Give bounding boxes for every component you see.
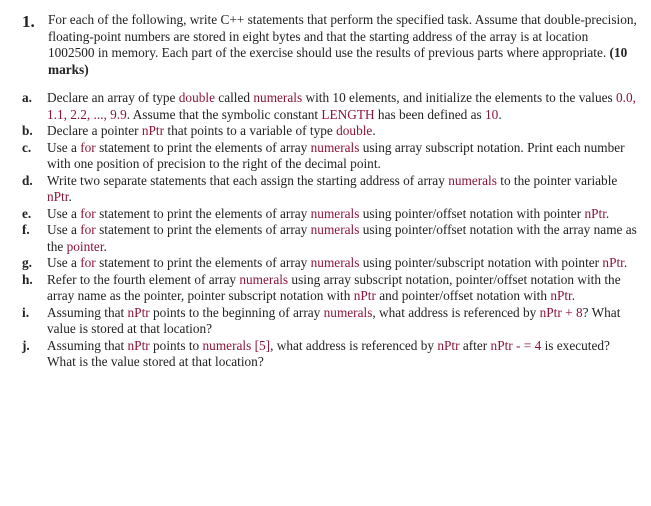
- question-part: [22, 123, 637, 140]
- part-text: [47, 305, 637, 338]
- part-text-segment: using pointer/offset notation with pointer: [359, 205, 585, 221]
- part-label: i.: [22, 304, 30, 320]
- part-text: [47, 255, 637, 272]
- question-part: [22, 255, 637, 272]
- part-text-segment: statement to print the elements of array: [95, 205, 311, 221]
- code-term: nPtr - = 4: [490, 337, 542, 353]
- part-text-segment: Use a: [47, 205, 81, 221]
- code-term: for: [80, 205, 96, 221]
- code-term: for: [80, 222, 96, 237]
- part-text: [47, 222, 637, 255]
- part-text-segment: Use a: [47, 139, 81, 155]
- code-term: double: [336, 123, 373, 138]
- code-term: for: [80, 255, 96, 270]
- question-part: [22, 173, 637, 206]
- part-text: [47, 173, 637, 206]
- part-text-segment: .: [605, 205, 610, 221]
- part-text-segment: Write two separate statements that each assign the starting address of array: [47, 172, 449, 188]
- part-text-segment: Declare an array of type: [47, 90, 179, 105]
- part-text-segment: , what address is referenced by: [372, 304, 540, 320]
- question-number: 1.: [22, 12, 35, 31]
- part-text-segment: , what address is referenced by: [270, 337, 438, 353]
- part-text-segment: points to the beginning of array: [149, 304, 324, 320]
- code-term: numerals: [310, 205, 360, 221]
- part-text-segment: statement to print the elements of array: [95, 139, 311, 155]
- code-term: numerals: [310, 255, 360, 270]
- part-label: e.: [22, 205, 32, 221]
- code-term: for: [80, 139, 96, 155]
- question-part: [22, 305, 637, 338]
- question-part: [22, 338, 637, 371]
- part-text-segment: points to: [149, 337, 203, 353]
- code-term: pointer: [66, 238, 104, 254]
- part-label: a.: [22, 90, 32, 105]
- part-text-segment: with 10 elements, and initialize the elements to the values: [302, 90, 617, 105]
- part-text-segment: . Assume that the symbolic constant: [126, 106, 322, 122]
- part-label: j.: [22, 337, 30, 353]
- part-text-segment: .: [68, 189, 72, 204]
- question-marks: (10 marks): [48, 45, 628, 77]
- part-text-segment: .: [498, 106, 502, 122]
- question-part: [22, 90, 637, 123]
- question-intro: [48, 12, 637, 78]
- code-term: nPtr: [127, 337, 150, 353]
- part-text-segment: statement to print the elements of array: [95, 255, 311, 270]
- part-label: g.: [22, 255, 32, 270]
- part-text-segment: Use a: [47, 255, 81, 270]
- question-intro-text: For each of the following, write C++ statements that perform the specified task. Assume that double-precision, floating-point numbers are stored in eight bytes and that the starting address of the array is at location 1002500 in memory. Each part of the exercise should use the results of previous parts where appropriate.: [48, 12, 637, 60]
- code-term: nPtr + 8: [539, 304, 583, 320]
- part-text-segment: has been defined as: [374, 106, 486, 122]
- code-term: nPtr: [47, 189, 69, 204]
- part-text-segment: .: [103, 238, 107, 254]
- part-label: b.: [22, 123, 33, 138]
- part-text-segment: Use a: [47, 222, 81, 237]
- code-term: nPtr: [353, 288, 376, 303]
- part-text-segment: and pointer/offset notation with: [375, 288, 551, 303]
- part-label: h.: [22, 271, 33, 287]
- part-text-segment: called: [214, 90, 254, 105]
- part-label: f.: [22, 222, 30, 237]
- code-term: numerals: [310, 222, 360, 237]
- part-text-segment: is executed? What is the value stored at that location?: [47, 337, 610, 369]
- part-text-segment: Assuming that: [47, 337, 128, 353]
- code-term: nPtr: [550, 288, 572, 303]
- code-term: nPtr: [141, 123, 165, 138]
- part-text-segment: .: [372, 123, 376, 138]
- part-text-segment: to the pointer variable: [496, 172, 618, 188]
- part-text-segment: ? What value is stored at that location?: [47, 304, 621, 336]
- question-part: [22, 140, 637, 173]
- code-term: numerals: [448, 172, 497, 188]
- part-text: [47, 206, 637, 223]
- part-text-segment: Declare a pointer: [47, 123, 142, 138]
- part-label: c.: [22, 139, 32, 155]
- part-text-segment: after: [459, 337, 491, 353]
- question-part: [22, 272, 637, 305]
- part-text-segment: .: [623, 255, 628, 270]
- code-term: numerals: [239, 271, 289, 287]
- part-text-segment: Refer to the fourth element of array: [47, 271, 240, 287]
- part-text-segment: that points to a variable of type: [164, 123, 337, 138]
- code-term: nPtr: [437, 337, 460, 353]
- part-text-segment: using array subscript notation. Print each number with one position of precision to the right of the decimal point.: [47, 139, 625, 171]
- part-label: d.: [22, 172, 33, 188]
- code-term: nPtr: [127, 304, 150, 320]
- part-text: [47, 272, 637, 305]
- part-text-segment: using array subscript notation, pointer/offset notation with the array name as the pointer, pointer subscript notation with: [47, 271, 621, 303]
- code-term: 0.0, 1.1, 2.2, ..., 9.9: [47, 90, 636, 122]
- part-text-segment: using pointer/offset notation with the array name as the: [47, 222, 637, 254]
- code-term: numerals: [310, 139, 360, 155]
- code-term: 10: [485, 106, 499, 122]
- code-term: LENGTH: [321, 106, 375, 122]
- code-term: numerals [5]: [202, 337, 271, 353]
- part-text-segment: using pointer/subscript notation with pointer: [359, 255, 603, 270]
- question-parts-list: [22, 90, 637, 371]
- part-text: [47, 338, 637, 371]
- code-term: numerals: [253, 90, 303, 105]
- part-text-segment: Assuming that: [47, 304, 128, 320]
- part-text: [47, 90, 637, 123]
- question-part: [22, 206, 637, 223]
- code-term: double: [178, 90, 215, 105]
- code-term: numerals: [323, 304, 373, 320]
- part-text: [47, 140, 637, 173]
- question-part: [22, 222, 637, 255]
- question-header: [22, 12, 637, 78]
- part-text-segment: .: [571, 288, 576, 303]
- part-text: [47, 123, 637, 140]
- code-term: nPtr: [602, 255, 624, 270]
- part-text-segment: statement to print the elements of array: [95, 222, 311, 237]
- code-term: nPtr: [584, 205, 606, 221]
